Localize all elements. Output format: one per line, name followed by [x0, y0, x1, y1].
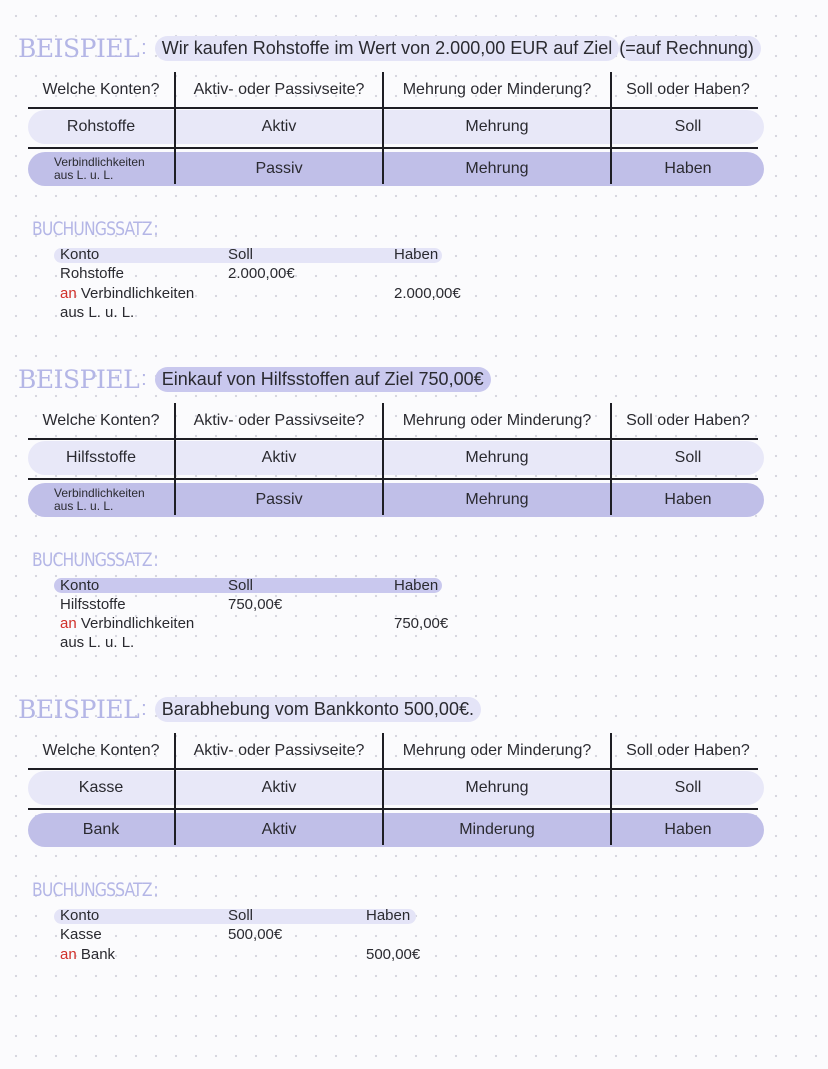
buchungssatz-text: BUCHUNGSSATZ — [32, 218, 152, 240]
buchungssatz-text: BUCHUNGSSATZ — [32, 549, 152, 571]
konto-line: Verbindlichkeiten — [54, 155, 145, 169]
example-3 — [0, 689, 828, 989]
ledger-header-haben: Haben — [394, 577, 439, 594]
konto-cell: Kasse — [78, 779, 124, 796]
buchungssatz-label — [32, 218, 158, 240]
sollhaben-cell: Soll — [674, 118, 702, 135]
table-row-rule — [28, 478, 758, 480]
seite-cell: Passiv — [255, 491, 303, 508]
table-row-rule — [28, 808, 758, 810]
debit-account: Rohstoffe — [60, 265, 124, 282]
mehrung-cell: Mehrung — [465, 118, 529, 135]
example-title-row — [18, 363, 491, 395]
table-row-rule — [28, 147, 758, 149]
mehrung-cell: Mehrung — [465, 160, 529, 177]
ledger-header-haben: Haben — [366, 907, 411, 924]
analysis-table — [28, 403, 764, 517]
colon: : — [153, 218, 158, 240]
ledger-header-soll: Soll — [228, 577, 254, 594]
colon: : — [141, 367, 147, 390]
sollhaben-cell: Haben — [664, 491, 712, 508]
column-header: Welche Konten? — [42, 412, 160, 429]
column-header: Soll oder Haben? — [626, 742, 750, 759]
credit-amount: 2.000,00€ — [394, 285, 461, 302]
column-header: Welche Konten? — [42, 742, 160, 759]
an-keyword: an — [60, 615, 77, 632]
sollhaben-cell: Soll — [674, 449, 702, 466]
column-header: Soll oder Haben? — [626, 412, 750, 429]
sollhaben-cell: Haben — [664, 160, 712, 177]
beispiel-label: BEISPIEL — [18, 364, 140, 394]
colon: : — [153, 549, 158, 571]
ledger-header-konto: Konto — [60, 907, 100, 924]
seite-cell: Aktiv — [261, 779, 297, 796]
konto-cell — [54, 152, 174, 186]
sollhaben-cell: Soll — [674, 779, 702, 796]
example-title: Barabhebung vom Bankkonto 500,00€. — [155, 697, 481, 722]
debit-account: Hilfsstoffe — [60, 596, 126, 613]
mehrung-cell: Mehrung — [465, 491, 529, 508]
colon: : — [141, 697, 147, 720]
column-header: Soll oder Haben? — [626, 81, 750, 98]
konto-cell: Bank — [82, 821, 120, 838]
konto-cell — [54, 483, 174, 517]
buchungssatz-label — [32, 549, 158, 571]
konto-cell: Hilfsstoffe — [66, 449, 136, 466]
credit-amount: 500,00€ — [366, 946, 421, 963]
colon: : — [153, 879, 158, 901]
credit-account-name: Verbindlichkeiten — [80, 285, 195, 302]
example-title-row — [18, 693, 481, 725]
column-header: Mehrung oder Minderung? — [402, 81, 592, 98]
ledger-header-soll: Soll — [228, 907, 254, 924]
debit-amount: 750,00€ — [228, 596, 283, 613]
credit-account — [60, 284, 194, 303]
example-title: Einkauf von Hilfsstoffen auf Ziel 750,00€ — [155, 367, 491, 392]
example-title-suffix: (=auf Rechnung) — [619, 36, 761, 61]
debit-amount: 500,00€ — [228, 926, 283, 943]
mehrung-cell: Mehrung — [465, 449, 529, 466]
column-header: Mehrung oder Minderung? — [402, 742, 592, 759]
sollhaben-cell: Haben — [664, 821, 712, 838]
debit-amount: 2.000,00€ — [228, 265, 295, 282]
seite-cell: Aktiv — [261, 821, 297, 838]
analysis-table — [28, 733, 764, 847]
column-header: Aktiv- oder Passivseite? — [193, 412, 365, 429]
ledger-header-konto: Konto — [60, 246, 100, 263]
ledger-header-soll: Soll — [228, 246, 254, 263]
credit-account — [60, 614, 194, 633]
mehrung-cell: Minderung — [459, 821, 535, 838]
seite-cell: Aktiv — [261, 118, 297, 135]
beispiel-label: BEISPIEL — [18, 33, 140, 63]
ledger-header-haben: Haben — [394, 246, 439, 263]
an-keyword: an — [60, 285, 77, 302]
column-header: Aktiv- oder Passivseite? — [193, 81, 365, 98]
credit-account-line2: aus L. u. L. — [60, 304, 135, 321]
example-title: Wir kaufen Rohstoffe im Wert von 2.000,00 EUR auf Ziel — [155, 36, 620, 61]
an-keyword: an — [60, 946, 77, 963]
colon: : — [141, 36, 147, 59]
credit-account — [60, 945, 115, 964]
seite-cell: Aktiv — [261, 449, 297, 466]
credit-account-line2: aus L. u. L. — [60, 634, 135, 651]
beispiel-label: BEISPIEL — [18, 694, 140, 724]
credit-account-name: Bank — [80, 946, 116, 963]
example-1 — [0, 28, 828, 328]
debit-account: Kasse — [60, 926, 102, 943]
buchungssatz-label — [32, 879, 158, 901]
buchungssatz-text: BUCHUNGSSATZ — [32, 879, 152, 901]
konto-line: aus L. u. L. — [54, 168, 114, 182]
mehrung-cell: Mehrung — [465, 779, 529, 796]
table-header-rule — [28, 768, 758, 770]
table-header-rule — [28, 438, 758, 440]
column-header: Aktiv- oder Passivseite? — [193, 742, 365, 759]
example-title-row — [18, 32, 761, 64]
example-2 — [0, 359, 828, 659]
credit-account-name: Verbindlichkeiten — [80, 615, 195, 632]
analysis-table — [28, 72, 764, 186]
credit-amount: 750,00€ — [394, 615, 449, 632]
konto-line: aus L. u. L. — [54, 499, 114, 513]
table-header-rule — [28, 107, 758, 109]
column-header: Mehrung oder Minderung? — [402, 412, 592, 429]
konto-cell: Rohstoffe — [66, 118, 136, 135]
seite-cell: Passiv — [255, 160, 303, 177]
konto-line: Verbindlichkeiten — [54, 486, 145, 500]
column-header: Welche Konten? — [42, 81, 160, 98]
ledger-header-konto: Konto — [60, 577, 100, 594]
